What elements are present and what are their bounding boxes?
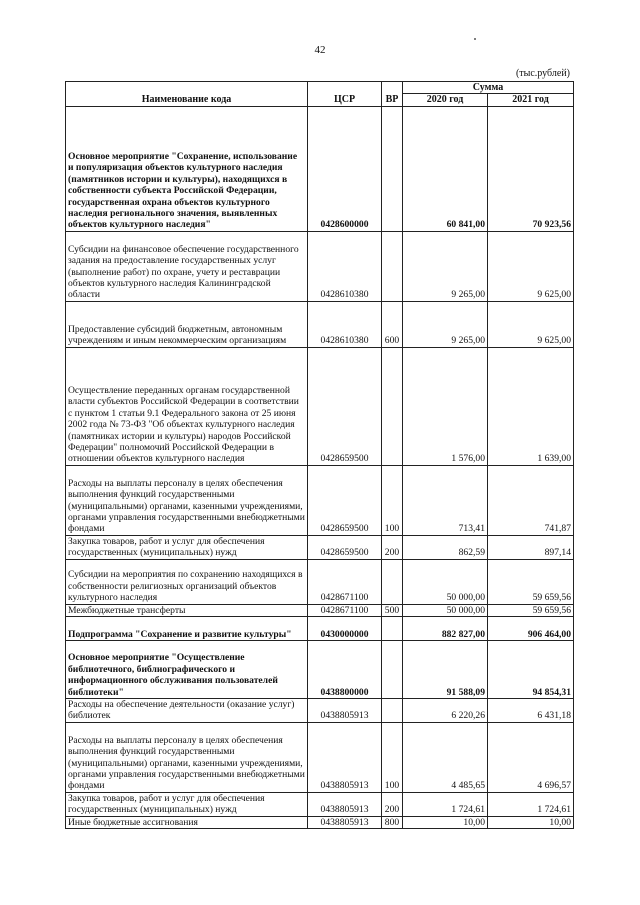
table-row bbox=[66, 347, 574, 465]
cell-vr bbox=[382, 106, 403, 231]
cell-csr: 0438805913 bbox=[308, 699, 382, 723]
cell-2020: 862,59 bbox=[403, 535, 488, 559]
cell-name: Основное мероприятие "Сохранение, использование и популяризация объектов культурного наследия (памятников истории и культуры), находящихся в собственности субъекта Российской Федерации, государственная охрана объектов культурного наследия регионального значения, выявленных объектов культурного наследия" bbox=[66, 106, 308, 231]
cell-2021: 4 696,57 bbox=[488, 722, 574, 792]
cell-name: Закупка товаров, работ и услуг для обеспечения государственных (муниципальных) нужд bbox=[66, 535, 308, 559]
cell-csr: 0438805913 bbox=[308, 816, 382, 828]
table-row bbox=[66, 535, 574, 559]
header-vr: ВР bbox=[382, 82, 403, 107]
table-body bbox=[66, 106, 574, 828]
cell-name: Расходы на выплаты персоналу в целях обеспечения выполнения функций государственными (муниципальными) органами, казенными учреждениями, органами управления государственными внебюджетными фондами bbox=[66, 465, 308, 535]
cell-csr: 0438805913 bbox=[308, 722, 382, 792]
scan-speck bbox=[474, 38, 476, 40]
cell-csr: 0428659500 bbox=[308, 535, 382, 559]
cell-2021: 59 659,56 bbox=[488, 604, 574, 616]
table-row bbox=[66, 604, 574, 616]
cell-vr bbox=[382, 617, 403, 641]
cell-csr: 0430000000 bbox=[308, 617, 382, 641]
cell-vr: 100 bbox=[382, 465, 403, 535]
cell-csr: 0438800000 bbox=[308, 641, 382, 699]
header-name: Наименование кода bbox=[66, 82, 308, 107]
cell-2020: 882 827,00 bbox=[403, 617, 488, 641]
cell-name: Субсидии на финансовое обеспечение государственного задания на предоставление государственных услуг (выполнение работ) по охране, учету и реставрации объектов культурного наследия Калининградской области bbox=[66, 231, 308, 301]
cell-2020: 9 265,00 bbox=[403, 301, 488, 347]
table-row bbox=[66, 465, 574, 535]
table-row bbox=[66, 722, 574, 792]
cell-name: Межбюджетные трансферты bbox=[66, 604, 308, 616]
cell-csr: 0438805913 bbox=[308, 792, 382, 816]
cell-name: Осуществление переданных органам государственной власти субъектов Российской Федерации в соответствии с пунктом 1 статьи 9.1 Федерального закона от 25 июня 2002 года № 73-ФЗ "Об объектах культурного наследия (памятниках истории и культуры) народов Российской Федерации" полномочий Российской Федерации в отношении объектов культурного наследия bbox=[66, 347, 308, 465]
cell-2020: 60 841,00 bbox=[403, 106, 488, 231]
table-row bbox=[66, 617, 574, 641]
cell-2020: 1 576,00 bbox=[403, 347, 488, 465]
cell-name: Субсидии на мероприятия по сохранению находящихся в собственности религиозных организаций объектов культурного наследия bbox=[66, 559, 308, 604]
cell-csr: 0428610380 bbox=[308, 301, 382, 347]
cell-2020: 50 000,00 bbox=[403, 604, 488, 616]
cell-csr: 0428671100 bbox=[308, 559, 382, 604]
cell-2021: 1 639,00 bbox=[488, 347, 574, 465]
cell-2020: 6 220,26 bbox=[403, 699, 488, 723]
cell-2020: 9 265,00 bbox=[403, 231, 488, 301]
cell-name: Закупка товаров, работ и услуг для обеспечения государственных (муниципальных) нужд bbox=[66, 792, 308, 816]
cell-2021: 94 854,31 bbox=[488, 641, 574, 699]
cell-vr bbox=[382, 347, 403, 465]
cell-2021: 6 431,18 bbox=[488, 699, 574, 723]
table-row bbox=[66, 106, 574, 231]
cell-vr bbox=[382, 699, 403, 723]
cell-2021: 10,00 bbox=[488, 816, 574, 828]
header-sum: Сумма bbox=[403, 82, 574, 94]
table-row bbox=[66, 559, 574, 604]
table-row bbox=[66, 301, 574, 347]
cell-name: Основное мероприятие "Осуществление библиотечного, библиографического и информационного обслуживания пользователей библиотеки" bbox=[66, 641, 308, 699]
header-2020: 2020 год bbox=[403, 94, 488, 106]
cell-2020: 1 724,61 bbox=[403, 792, 488, 816]
cell-csr: 0428659500 bbox=[308, 347, 382, 465]
cell-name: Иные бюджетные ассигнования bbox=[66, 816, 308, 828]
cell-name: Подпрограмма "Сохранение и развитие культуры" bbox=[66, 617, 308, 641]
cell-name: Расходы на обеспечение деятельности (оказание услуг) библиотек bbox=[66, 699, 308, 723]
cell-name: Предоставление субсидий бюджетным, автономным учреждениям и иным некоммерческим организациям bbox=[66, 301, 308, 347]
cell-2020: 10,00 bbox=[403, 816, 488, 828]
table-row bbox=[66, 231, 574, 301]
cell-vr: 800 bbox=[382, 816, 403, 828]
page-number: 42 bbox=[314, 44, 326, 56]
cell-2021: 906 464,00 bbox=[488, 617, 574, 641]
cell-csr: 0428600000 bbox=[308, 106, 382, 231]
header-csr: ЦСР bbox=[308, 82, 382, 107]
cell-vr bbox=[382, 641, 403, 699]
cell-2021: 9 625,00 bbox=[488, 231, 574, 301]
cell-2021: 70 923,56 bbox=[488, 106, 574, 231]
cell-2021: 1 724,61 bbox=[488, 792, 574, 816]
cell-2020: 4 485,65 bbox=[403, 722, 488, 792]
table-row bbox=[66, 816, 574, 828]
units-label: (тыс.рублей) bbox=[515, 68, 570, 79]
cell-csr: 0428671100 bbox=[308, 604, 382, 616]
table-row bbox=[66, 641, 574, 699]
table-row bbox=[66, 792, 574, 816]
cell-2021: 741,87 bbox=[488, 465, 574, 535]
cell-vr bbox=[382, 231, 403, 301]
budget-table bbox=[65, 81, 574, 829]
cell-2020: 713,41 bbox=[403, 465, 488, 535]
cell-vr: 200 bbox=[382, 792, 403, 816]
cell-vr: 600 bbox=[382, 301, 403, 347]
cell-2021: 897,14 bbox=[488, 535, 574, 559]
cell-vr: 500 bbox=[382, 604, 403, 616]
cell-2021: 9 625,00 bbox=[488, 301, 574, 347]
cell-2020: 50 000,00 bbox=[403, 559, 488, 604]
cell-2020: 91 588,09 bbox=[403, 641, 488, 699]
cell-csr: 0428659500 bbox=[308, 465, 382, 535]
table-row bbox=[66, 699, 574, 723]
cell-vr: 200 bbox=[382, 535, 403, 559]
cell-vr bbox=[382, 559, 403, 604]
cell-2021: 59 659,56 bbox=[488, 559, 574, 604]
cell-vr: 100 bbox=[382, 722, 403, 792]
cell-csr: 0428610380 bbox=[308, 231, 382, 301]
cell-name: Расходы на выплаты персоналу в целях обеспечения выполнения функций государственными (муниципальными) органами, казенными учреждениями, органами управления государственными внебюджетными фондами bbox=[66, 722, 308, 792]
header-2021: 2021 год bbox=[488, 94, 574, 106]
